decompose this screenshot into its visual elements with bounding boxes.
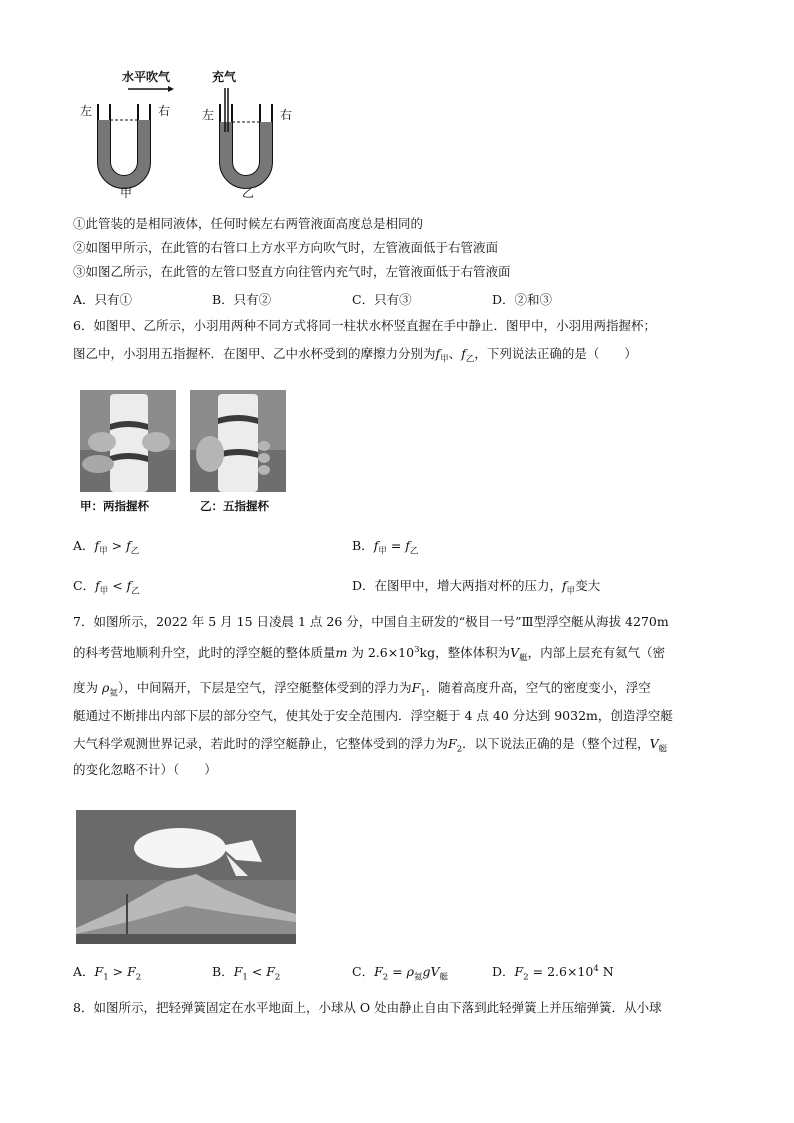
- q7-option-d: D．$F_2 = 2.6\times 10^4$ N: [492, 963, 614, 983]
- q6-option-c: C．$f_甲 < f_乙$: [73, 578, 140, 597]
- q5-option-b: B．只有②: [212, 292, 272, 307]
- q7-line-4: 艇通过不断排出内部下层的部分空气，使其处于安全范围内．浮空艇于 4 点 40 分达到 9032m，创造浮空艇: [73, 708, 673, 723]
- q6-line-2: 图乙中，小羽用五指握杯．在图甲、乙中水杯受到的摩擦力分别为$f_甲$、$f_乙$，下列说法正确的是（ ）: [73, 346, 637, 365]
- q7-option-b: B．$F_1 < F_2$: [212, 964, 281, 983]
- photo-caption-2: 乙：五指握杯: [200, 499, 269, 513]
- q8-line-1: 8．如图所示，把轻弹簧固定在水平地面上，小球从 O 处由静止自由下落到此轻弹簧上并压缩弹簧．从小球: [73, 1000, 662, 1015]
- q7-line-1: 7．如图所示，2022 年 5 月 15 日凌晨 1 点 26 分，中国自主研发的“极目一号”Ⅲ型浮空艇从海拔 4270m: [73, 614, 669, 629]
- tube-caption-2: 乙: [242, 186, 255, 200]
- q7-line-6: 的变化忽略不计）（ ）: [73, 762, 217, 777]
- u-tube-figure: [70, 62, 310, 222]
- five-finger-grip-image: [190, 390, 286, 492]
- q5-option-c: C．只有③: [352, 292, 412, 307]
- left-label-1: 左: [80, 104, 93, 118]
- q7-line-5: 大气科学观测世界记录，若此时的浮空艇静止，它整体受到的浮力为$F_2$．以下说法正确的是（整个过程，$V_艇$: [73, 736, 668, 755]
- blow-label: 水平吹气: [122, 70, 171, 84]
- fill-label: 充气: [212, 70, 237, 84]
- q7-line-2: 的科考营地顺利升空，此时的浮空艇的整体质量m 为 $2.6\times 10^3kg$，整体体积为$V_艇$，内部上层充有氦气（密: [73, 645, 666, 664]
- airship-photo: [76, 810, 296, 944]
- q5-option-d: D．②和③: [492, 292, 553, 307]
- q6-option-b: B．$f_甲 = f_乙$: [352, 538, 419, 557]
- q6-line-1: 6．如图甲、乙所示，小羽用两种不同方式将同一柱状水杯竖直握在手中静止．图甲中，小羽用两指握杯；: [73, 318, 656, 333]
- tube-caption-1: 甲: [120, 186, 133, 200]
- right-label-1: 右: [158, 104, 171, 118]
- photo-five-finger-grip: [190, 390, 286, 492]
- photo-caption-1: 甲：两指握杯: [80, 499, 149, 513]
- q6-option-a: A．$f_甲 > f_乙$: [73, 538, 140, 557]
- q7-option-a: A．$F_1 > F_2$: [73, 964, 142, 983]
- u-tube-drawing: [70, 62, 310, 202]
- q7-option-c: C．$F_2 = \rho_氦gV_艇$: [352, 964, 449, 983]
- photo-two-finger-grip: [80, 390, 176, 492]
- q6-option-d: D．在图甲中，增大两指对杯的压力，$f_甲$变大: [352, 578, 601, 597]
- q7-line-3: 度为 $\rho_氦$），中间隔开，下层是空气，浮空艇整体受到的浮力为$F_1$．随着高度升高，空气的密度变小，浮空: [73, 680, 651, 699]
- right-label-2: 右: [280, 108, 293, 122]
- q5-statement-1: ①此管装的是相同液体，任何时候左右两管液面高度总是相同的: [73, 216, 424, 231]
- q5-statement-3: ③如图乙所示，在此管的左管口竖直方向往管内充气时，左管液面低于右管液面: [73, 264, 511, 279]
- airship-image: [76, 810, 296, 944]
- left-label-2: 左: [202, 108, 215, 122]
- q5-option-a: A．只有①: [73, 292, 133, 307]
- q5-statement-2: ②如图甲所示，在此管的右管口上方水平方向吹气时，左管液面低于右管液面: [73, 240, 499, 255]
- two-finger-grip-image: [80, 390, 176, 492]
